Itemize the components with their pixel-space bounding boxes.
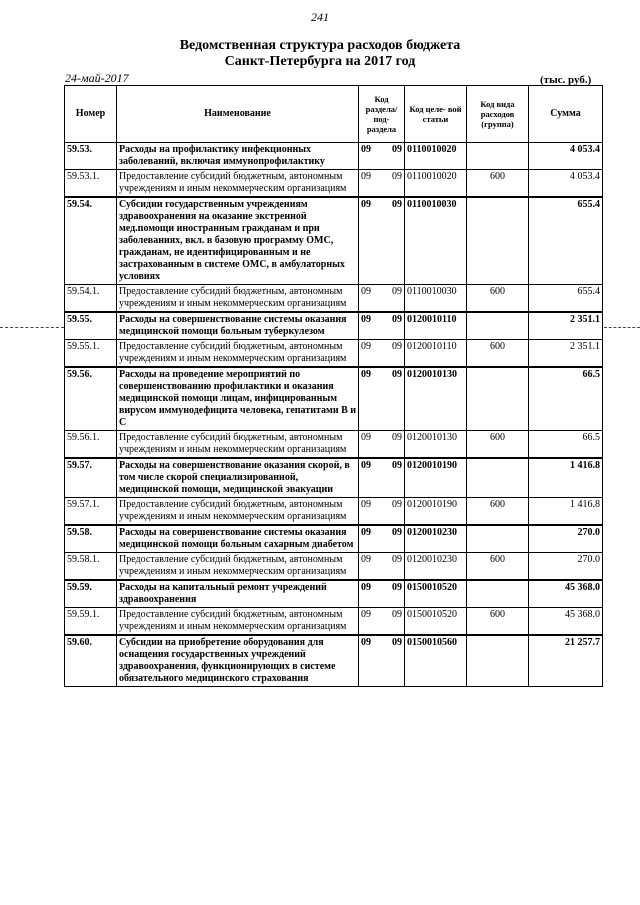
row-razdel: 09 09 bbox=[359, 608, 405, 636]
table-row bbox=[65, 170, 603, 198]
row-razdel: 09 09 bbox=[359, 635, 405, 687]
row-sum: 655.4 bbox=[529, 197, 603, 285]
row-statya: 0150010520 bbox=[405, 608, 467, 636]
row-number: 59.57. bbox=[65, 458, 117, 498]
row-number: 59.56. bbox=[65, 367, 117, 431]
row-vid bbox=[467, 458, 529, 498]
row-name: Расходы на капитальный ремонт учреждений здравоохранения bbox=[117, 580, 359, 608]
row-name: Предоставление субсидий бюджетным, автономным учреждениям и иным некоммерческим организациям bbox=[117, 170, 359, 198]
row-statya: 0120010130 bbox=[405, 431, 467, 459]
row-razdel: 09 09 bbox=[359, 170, 405, 198]
row-statya: 0110010030 bbox=[405, 285, 467, 313]
header-statya: Код целе- вой статьи bbox=[405, 86, 467, 143]
table-row bbox=[65, 312, 603, 340]
row-statya: 0150010560 bbox=[405, 635, 467, 687]
row-number: 59.56.1. bbox=[65, 431, 117, 459]
row-vid bbox=[467, 312, 529, 340]
table-row bbox=[65, 525, 603, 553]
row-number: 59.59. bbox=[65, 580, 117, 608]
header-sum: Сумма bbox=[529, 86, 603, 143]
table-row bbox=[65, 635, 603, 687]
table-row bbox=[65, 458, 603, 498]
row-number: 59.54.1. bbox=[65, 285, 117, 313]
row-statya: 0110010020 bbox=[405, 143, 467, 170]
row-name: Предоставление субсидий бюджетным, автономным учреждениям и иным некоммерческим организациям bbox=[117, 431, 359, 459]
row-statya: 0120010190 bbox=[405, 458, 467, 498]
fold-line-right bbox=[604, 327, 640, 328]
table-row bbox=[65, 197, 603, 285]
table-row bbox=[65, 553, 603, 581]
row-statya: 0120010230 bbox=[405, 525, 467, 553]
row-razdel: 09 09 bbox=[359, 580, 405, 608]
table-body bbox=[65, 143, 603, 687]
row-name: Предоставление субсидий бюджетным, автономным учреждениям и иным некоммерческим организациям bbox=[117, 340, 359, 368]
row-number: 59.58. bbox=[65, 525, 117, 553]
row-vid: 600 bbox=[467, 498, 529, 526]
header-number: Номер bbox=[65, 86, 117, 143]
header-razdel: Код раздела/ под- раздела bbox=[359, 86, 405, 143]
row-statya: 0120010130 bbox=[405, 367, 467, 431]
document-title bbox=[0, 38, 640, 70]
row-vid: 600 bbox=[467, 608, 529, 636]
row-sum: 655.4 bbox=[529, 285, 603, 313]
row-vid: 600 bbox=[467, 553, 529, 581]
expenditure-table bbox=[64, 85, 603, 687]
row-statya: 0120010190 bbox=[405, 498, 467, 526]
row-razdel: 09 09 bbox=[359, 197, 405, 285]
table-row bbox=[65, 367, 603, 431]
row-number: 59.53.1. bbox=[65, 170, 117, 198]
row-razdel: 09 09 bbox=[359, 431, 405, 459]
row-name: Предоставление субсидий бюджетным, автономным учреждениям и иным некоммерческим организациям bbox=[117, 608, 359, 636]
row-statya: 0120010110 bbox=[405, 340, 467, 368]
row-sum: 21 257.7 bbox=[529, 635, 603, 687]
row-razdel: 09 09 bbox=[359, 498, 405, 526]
row-vid: 600 bbox=[467, 340, 529, 368]
row-name: Расходы на совершенствование оказания скорой, в том числе скорой специализированной, медицинской помощи, медицинской эвакуации bbox=[117, 458, 359, 498]
row-vid bbox=[467, 197, 529, 285]
table-row bbox=[65, 143, 603, 170]
row-vid bbox=[467, 143, 529, 170]
row-sum: 45 368.0 bbox=[529, 608, 603, 636]
row-number: 59.53. bbox=[65, 143, 117, 170]
row-name: Предоставление субсидий бюджетным, автономным учреждениям и иным некоммерческим организациям bbox=[117, 498, 359, 526]
row-sum: 1 416.8 bbox=[529, 458, 603, 498]
row-razdel: 09 09 bbox=[359, 285, 405, 313]
row-name: Предоставление субсидий бюджетным, автономным учреждениям и иным некоммерческим организациям bbox=[117, 285, 359, 313]
table-row bbox=[65, 340, 603, 368]
row-name: Расходы на совершенствование системы оказания медицинской помощи больным сахарным диабетом bbox=[117, 525, 359, 553]
units-label: (тыс. руб.) bbox=[540, 74, 592, 86]
row-sum: 1 416.8 bbox=[529, 498, 603, 526]
table-row bbox=[65, 608, 603, 636]
row-name: Расходы на профилактику инфекционных заболеваний, включая иммунопрофилактику bbox=[117, 143, 359, 170]
row-number: 59.55. bbox=[65, 312, 117, 340]
row-sum: 270.0 bbox=[529, 525, 603, 553]
header-name: Наименование bbox=[117, 86, 359, 143]
row-number: 59.55.1. bbox=[65, 340, 117, 368]
row-razdel: 09 09 bbox=[359, 525, 405, 553]
row-name: Предоставление субсидий бюджетным, автономным учреждениям и иным некоммерческим организациям bbox=[117, 553, 359, 581]
row-sum: 2 351.1 bbox=[529, 312, 603, 340]
row-statya: 0120010230 bbox=[405, 553, 467, 581]
row-razdel: 09 09 bbox=[359, 458, 405, 498]
row-name: Расходы на совершенствование системы оказания медицинской помощи больным туберкулезом bbox=[117, 312, 359, 340]
row-name: Субсидии на приобретение оборудования для оснащения государственных учреждений здравоохранения, функционирующих в системе обязательного медицинского страхования bbox=[117, 635, 359, 687]
row-razdel: 09 09 bbox=[359, 143, 405, 170]
row-sum: 2 351.1 bbox=[529, 340, 603, 368]
row-sum: 4 053.4 bbox=[529, 170, 603, 198]
page-number: 241 bbox=[311, 10, 329, 24]
row-number: 59.58.1. bbox=[65, 553, 117, 581]
header-vid: Код вида расходов (группа) bbox=[467, 86, 529, 143]
row-sum: 4 053.4 bbox=[529, 143, 603, 170]
table-header-row bbox=[65, 86, 603, 143]
row-name: Субсидии государственным учреждениям здравоохранения на оказание экстренной мед.помощи иностранным гражданам и при заболеваниях, вкл. в базовую программу ОМС, гражданам, не идентифицированным и не застрахованным в системе ОМС, в амбулаторных условиях bbox=[117, 197, 359, 285]
title-line-2: Санкт-Петербурга на 2017 год bbox=[224, 54, 416, 69]
row-vid bbox=[467, 525, 529, 553]
table-row bbox=[65, 498, 603, 526]
row-number: 59.54. bbox=[65, 197, 117, 285]
row-vid: 600 bbox=[467, 170, 529, 198]
document-date: 24-май-2017 bbox=[65, 71, 129, 85]
row-number: 59.60. bbox=[65, 635, 117, 687]
row-vid bbox=[467, 367, 529, 431]
row-statya: 0110010030 bbox=[405, 197, 467, 285]
table-row bbox=[65, 285, 603, 313]
table-row bbox=[65, 580, 603, 608]
row-razdel: 09 09 bbox=[359, 340, 405, 368]
title-line-1: Ведомственная структура расходов бюджета bbox=[179, 38, 461, 53]
row-razdel: 09 09 bbox=[359, 553, 405, 581]
row-sum: 66.5 bbox=[529, 367, 603, 431]
row-statya: 0120010110 bbox=[405, 312, 467, 340]
row-statya: 0150010520 bbox=[405, 580, 467, 608]
row-vid: 600 bbox=[467, 285, 529, 313]
row-statya: 0110010020 bbox=[405, 170, 467, 198]
row-razdel: 09 09 bbox=[359, 312, 405, 340]
fold-line-left bbox=[0, 327, 64, 328]
row-razdel: 09 09 bbox=[359, 367, 405, 431]
row-name: Расходы на проведение мероприятий по совершенствованию профилактики и оказания медицинской помощи лицам, инфицированным вирусом иммунодефицита человека, гепатитами В и С bbox=[117, 367, 359, 431]
row-sum: 66.5 bbox=[529, 431, 603, 459]
row-vid bbox=[467, 580, 529, 608]
row-sum: 45 368.0 bbox=[529, 580, 603, 608]
row-number: 59.57.1. bbox=[65, 498, 117, 526]
row-vid: 600 bbox=[467, 431, 529, 459]
row-vid bbox=[467, 635, 529, 687]
row-sum: 270.0 bbox=[529, 553, 603, 581]
table-row bbox=[65, 431, 603, 459]
row-number: 59.59.1. bbox=[65, 608, 117, 636]
